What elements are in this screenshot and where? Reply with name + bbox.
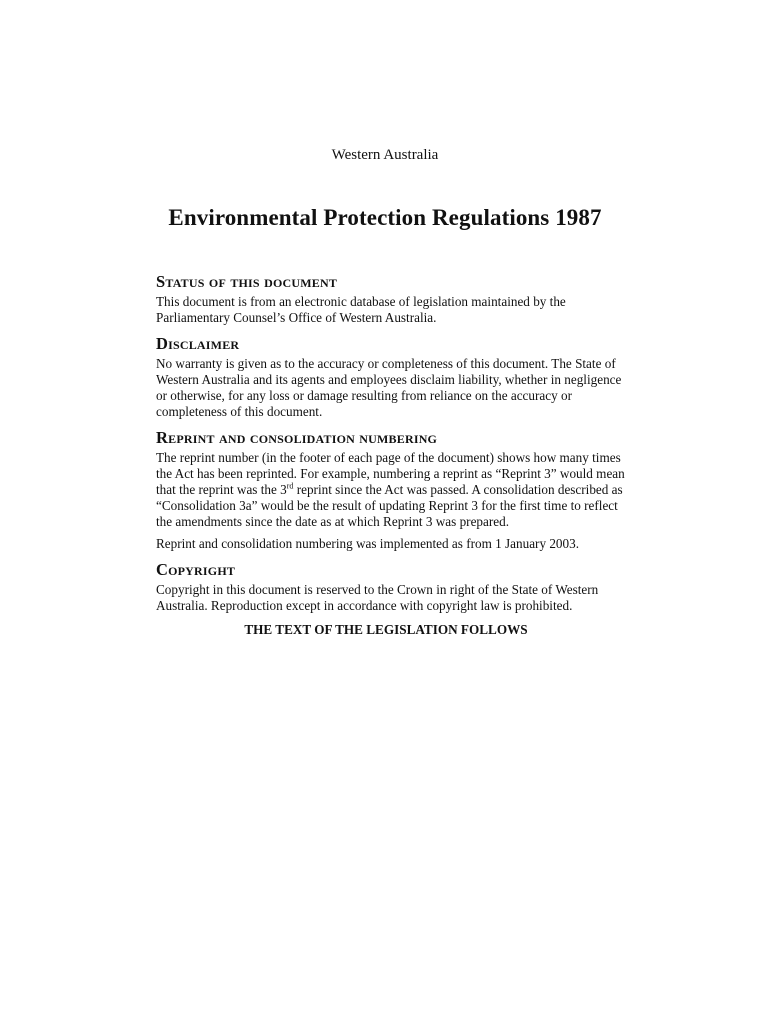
reprint-paragraph bbox=[156, 450, 626, 530]
reprint-text-part1: The reprint number (in the footer of each page of the document) shows how many times the Act has been reprinted. For example, numbering a reprint as “Reprint 3” would mean that the reprint was the 3 bbox=[156, 450, 625, 497]
reprint-text-part2: reprint since the Act was passed. A consolidation described as “Consolidation 3a” would be the result of updating Reprint 3 for the first time to reflect the amendments since the date as at which Reprint 3 was prepared. bbox=[156, 482, 623, 529]
section-reprint bbox=[156, 428, 626, 552]
ordinal-superscript: rd bbox=[286, 481, 294, 491]
section-heading-reprint: Reprint and consolidation numbering bbox=[156, 428, 438, 447]
copyright-paragraph: Copyright in this document is reserved to the Crown in right of the State of Western Australia. Reproduction except in accordance with copyright law is prohibited. bbox=[156, 582, 599, 613]
disclaimer-paragraph: No warranty is given as to the accuracy or completeness of this document. The State of Western Australia and its agents and employees disclaim liability, whether in negligence or otherwise, for any loss or damage resulting from reliance on the accuracy or completeness of this document. bbox=[156, 356, 622, 419]
document-title: Environmental Protection Regulations 1987 bbox=[168, 205, 602, 230]
jurisdiction-label: Western Australia bbox=[331, 147, 439, 163]
document-body bbox=[156, 272, 626, 638]
status-paragraph: This document is from an electronic database of legislation maintained by the Parliamentary Counsel’s Office of Western Australia. bbox=[156, 294, 566, 325]
section-heading-copyright: Copyright bbox=[156, 560, 236, 579]
numbering-paragraph: Reprint and consolidation numbering was implemented as from 1 January 2003. bbox=[156, 536, 580, 551]
section-status bbox=[156, 272, 626, 326]
section-disclaimer bbox=[156, 334, 626, 420]
section-copyright bbox=[156, 560, 626, 614]
legislation-follows-notice: THE TEXT OF THE LEGISLATION FOLLOWS bbox=[244, 622, 528, 637]
section-heading-disclaimer: Disclaimer bbox=[156, 334, 240, 353]
section-heading-status: Status of this document bbox=[156, 272, 338, 291]
